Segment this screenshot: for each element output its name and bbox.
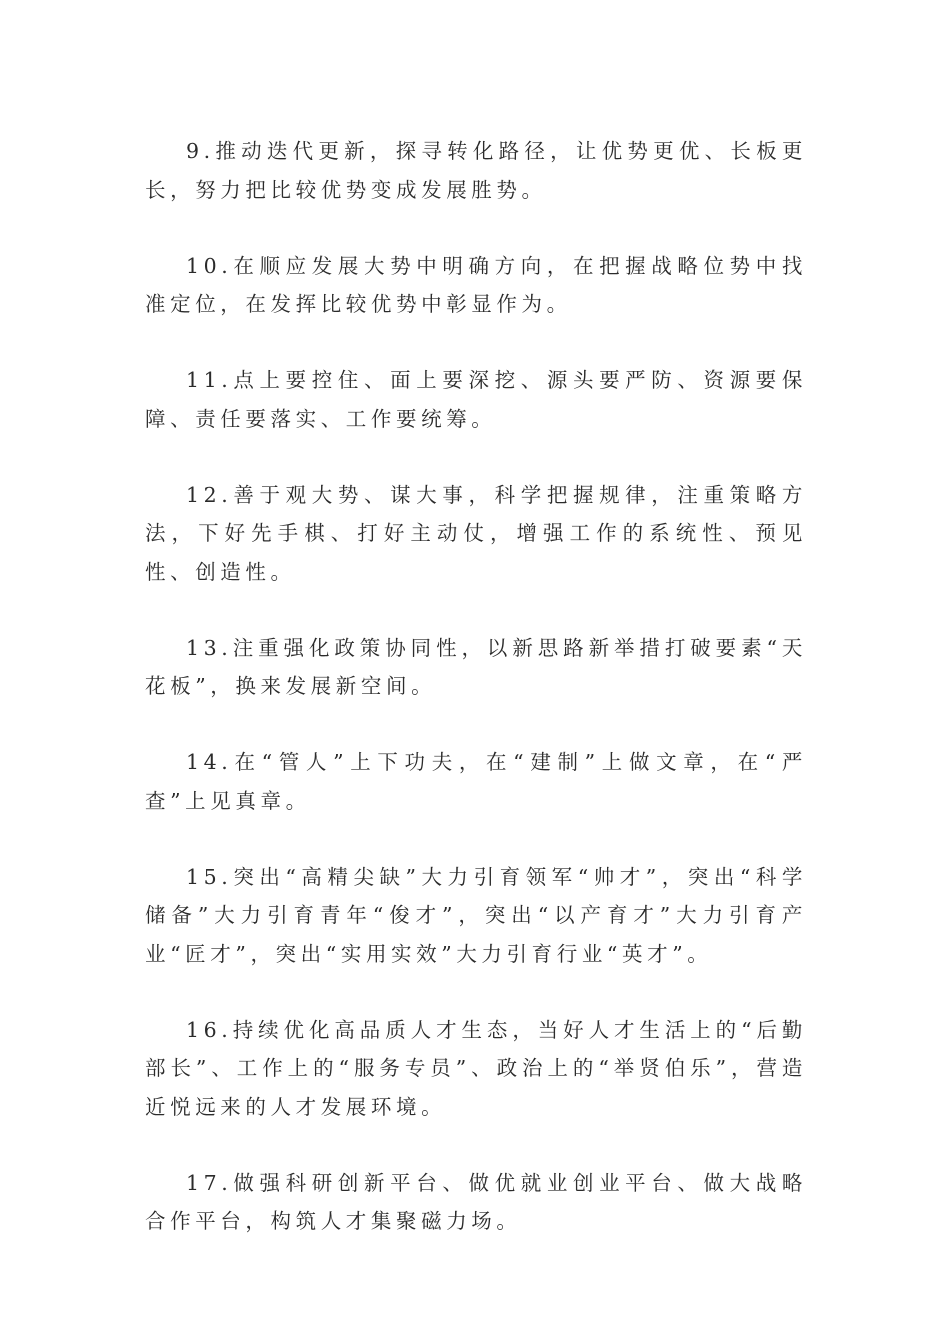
paragraph-13: 13.注重强化政策协同性，以新思路新举措打破要素“天花板”，换来发展新空间。: [145, 635, 807, 698]
paragraph-16: 16.持续优化高品质人才生态，当好人才生活上的“后勤部长”、工作上的“服务专员”、政治上的“举贤伯乐”，营造近悦远来的人才发展环境。: [145, 1017, 807, 1119]
paragraph-9: 9.推动迭代更新，探寻转化路径，让优势更优、长板更长，努力把比较优势变成发展胜势。: [145, 139, 807, 202]
paragraph-14: 14.在“管人”上下功夫，在“建制”上做文章，在“严查”上见真章。: [145, 750, 807, 813]
paragraph-17: 17.做强科研创新平台、做优就业创业平台、做大战略合作平台，构筑人才集聚磁力场。: [145, 1170, 807, 1233]
document-body: [145, 132, 807, 1278]
paragraph-11: 11.点上要控住、面上要深挖、源头要严防、资源要保障、责任要落实、工作要统筹。: [145, 368, 807, 431]
paragraph-12: 12.善于观大势、谋大事，科学把握规律，注重策略方法，下好先手棋、打好主动仗，增强工作的系统性、预见性、创造性。: [145, 482, 807, 584]
paragraph-10: 10.在顺应发展大势中明确方向，在把握战略位势中找准定位，在发挥比较优势中彰显作为。: [145, 253, 807, 316]
paragraph-15: 15.突出“高精尖缺”大力引育领军“帅才”，突出“科学储备”大力引育青年“俊才”，突出“以产育才”大力引育产业“匠才”，突出“实用实效”大力引育行业“英才”。: [145, 864, 807, 966]
